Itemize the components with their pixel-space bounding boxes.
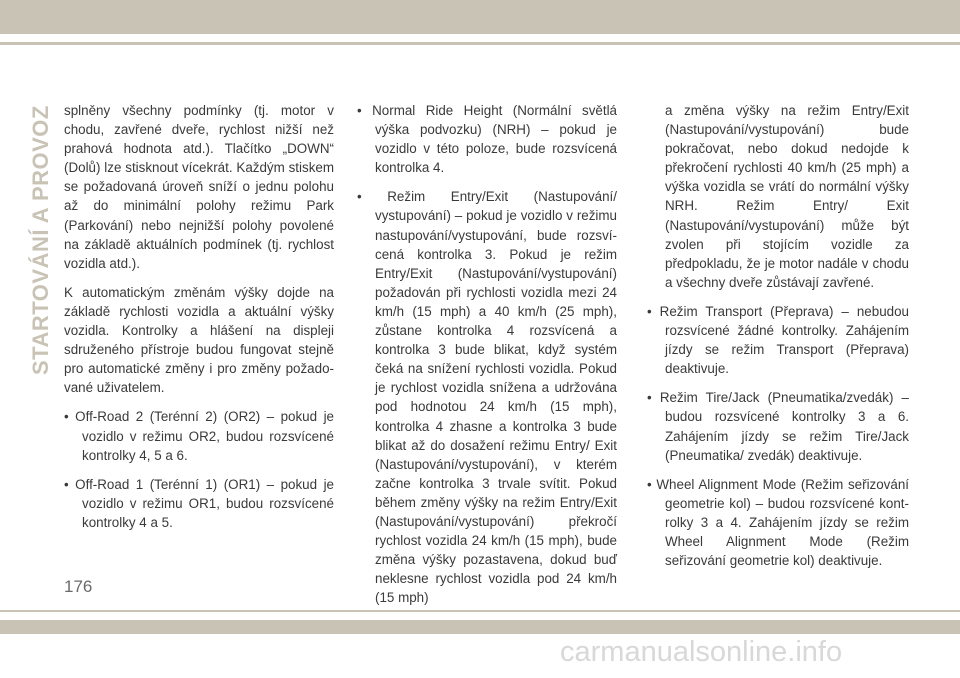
paragraph: splněny všechny podmínky (tj. motor v chodu, zavřené dveře, rychlost nižší než prahová hodnota atd.). Tlačítko „DOWN“ (Dolů) lze stisknout vícekrát. Každým stiskem se požadovaná úroveň sníží o jednu polohu až do minimální polohy režimu Park (Parkování) nebo nejnižší polohy povolené na základě aktuálních podmínek (tj. rychlost vozidla atd.). (64, 103, 334, 271)
bullet-item: • Režim Transport (Přeprava) – nebudou rozsvícené žádné kontrolky. Zahájením jízdy se režim Transport (Přeprava) deaktivuje. (647, 303, 909, 377)
bullet-item: • Wheel Alignment Mode (Režim seřizování geometrie kol) – budou rozsvícené kontrolky 3 a 4. Zahájením jízdy se režim Wheel Alignment Mode (Režim seřizování geometrie kol) deaktivuje. (647, 476, 909, 569)
header-band (0, 0, 960, 34)
text-column-2 (357, 101, 617, 617)
bullet-item: • Off-Road 2 (Terénní 2) (OR2) – pokud je vozidlo v režimu OR2, budou rozsvícené kontrolky 4, 5 a 6. (64, 409, 334, 463)
bullet-item: • Off-Road 1 (Terénní 1) (OR1) – pokud je vozidlo v režimu OR1, budou rozsvícené kontrolky 4 a 5. (64, 476, 334, 530)
section-side-title: STARTOVÁNÍ A PROVOZ (28, 105, 53, 375)
bullet-item: • Normal Ride Height (Normální světlá výška podvozku) (NRH) – pokud je vozidlo v této poloze, bude rozsvícená kontrolka 4. (357, 103, 617, 176)
page-number: 176 (64, 577, 93, 596)
bullet-item: • Režim Entry/Exit (Nastupování/ vystupování) – pokud je vozidlo v režimu nastupování/vystupování, bude rozsvícená kontrolka 3. Pokud je režim Entry/Exit (Nastupování/vystupování) požadován při rychlosti vozidla mezi 24 km/h (15 mph) a 40 km/h (25 mph), zůstane kontrolka 4 rozsvícená a kontrolka 3 bude blikat, když systém čeká na snížení rychlosti vozidla. Pokud je rychlost vozidla snížena a udržována pod hodnotou 24 km/h (15 mph), kontrolka 4 zhasne a kontrolka 3 bude blikat až do dosažení režimu Entry/ Exit (Nastupování/vystupování), v kterém začne kontrolka 3 trvale svítit. Pokud během změny výšky na režim Entry/Exit (Nastupování/vystupování) překročí rychlost vozidla 24 km/h (15 mph), bude změna výšky pozastavena, dokud buď neklesne rychlost vozidla pod 24 km/h (15 mph) (357, 189, 617, 606)
header-rule (0, 42, 960, 45)
footer-band (0, 620, 960, 634)
text-column-1 (64, 101, 334, 542)
footer-rule (0, 610, 960, 612)
paragraph: K automatickým změnám výšky dojde na základě rychlosti vozidla a aktuální výšky vozidla. Kontrolky a hlášení na displeji sdruženého přístroje budou fungovat stejně pro automatické změny i pro změny požadované uživatelem. (64, 284, 334, 396)
bullet-item: • Režim Tire/Jack (Pneumatika/zvedák) – budou rozsvícené kontrolky 3 a 6. Zahájením jízdy se režim Tire/Jack (Pneumatika/ zvedák) deaktivuje. (647, 390, 909, 463)
bullet-continuation: a změna výšky na režim Entry/Exit (Nastupování/vystupování) bude pokračovat, nebo dokud nedojde k překročení rychlosti 40 km/h (25 mph) a výška vozidla se vrátí do normální výšky NRH. Režim Entry/ Exit (Nastupování/vystupování) může být zvolen při stojícím vozidle za předpokladu, že je motor nadále v chodu a všechny dveře zůstávají zavřené. (665, 103, 909, 290)
text-column-3 (647, 101, 909, 580)
watermark: carmanualsonline.info (560, 636, 843, 668)
